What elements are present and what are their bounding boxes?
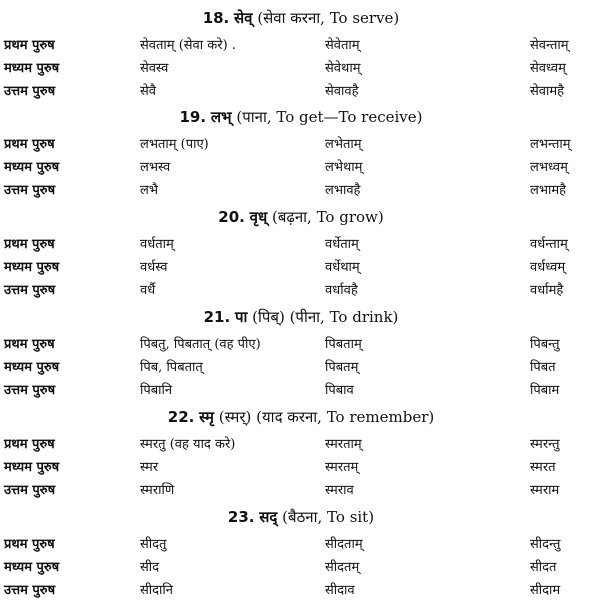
table-row	[0, 180, 602, 202]
verb-meaning: (सेवा करना, To serve)	[257, 9, 400, 27]
dual-form: लभावहै	[325, 183, 361, 198]
verb-heading	[0, 8, 602, 28]
dual-form: पिबाव	[325, 383, 354, 398]
table-row	[0, 457, 602, 479]
person-label: मध्यम पुरुष	[4, 360, 60, 375]
dual-form: स्मराव	[325, 483, 354, 498]
table-row	[0, 35, 602, 57]
table-row	[0, 434, 602, 456]
person-label: मध्यम पुरुष	[4, 160, 60, 175]
plural-form: पिबाम	[530, 383, 560, 398]
dual-form: वर्धेथाम्	[325, 260, 360, 275]
verb-section-19	[0, 101, 602, 198]
dual-form: सीदताम्	[325, 537, 363, 552]
person-label: प्रथम पुरुष	[4, 237, 55, 252]
verb-number: 23.	[227, 508, 255, 526]
verb-meaning: (बढ़ना, To grow)	[271, 208, 384, 226]
person-label: प्रथम पुरुष	[4, 537, 55, 552]
verb-root: स्मृ	[199, 408, 214, 426]
table-row	[0, 257, 602, 279]
table-row	[0, 157, 602, 179]
singular-form: पिब, पिबतात्	[140, 360, 203, 375]
verb-heading	[0, 207, 602, 227]
table-row	[0, 534, 602, 556]
singular-form: सीद	[140, 560, 160, 575]
dual-form: स्मरताम्	[325, 437, 362, 452]
table-row	[0, 357, 602, 379]
table-row	[0, 58, 602, 80]
plural-form: पिबन्तु	[530, 337, 560, 352]
singular-form: सेवस्व	[140, 61, 169, 76]
plural-form: वर्धामहै	[530, 283, 564, 298]
verb-section-20	[0, 201, 602, 298]
person-label: मध्यम पुरुष	[4, 460, 60, 475]
table-row	[0, 234, 602, 256]
dual-form: सेवावहै	[325, 84, 359, 99]
dual-form: पिबतम्	[325, 360, 359, 375]
verb-number: 19.	[179, 108, 207, 126]
verb-heading	[0, 507, 602, 527]
table-row	[0, 557, 602, 579]
singular-form: सीदतु	[140, 537, 167, 552]
singular-form: लभै	[140, 183, 158, 198]
verb-number: 22.	[167, 408, 195, 426]
verb-number: 21.	[203, 308, 231, 326]
person-label: प्रथम पुरुष	[4, 337, 55, 352]
verb-number: 18.	[202, 9, 230, 27]
singular-form: वर्धै	[140, 283, 156, 298]
plural-form: लभामहै	[530, 183, 566, 198]
dual-form: लभेथाम्	[325, 160, 363, 175]
table-row	[0, 380, 602, 402]
plural-form: स्मरन्तु	[530, 437, 560, 452]
table-row	[0, 134, 602, 156]
verb-section-23	[0, 501, 602, 598]
plural-form: सीदत	[530, 560, 557, 575]
dual-form: सेवेथाम्	[325, 61, 361, 76]
verb-section-21	[0, 301, 602, 398]
singular-form: लभताम् (पाए)	[140, 137, 209, 152]
plural-form: पिबत	[530, 360, 556, 375]
dual-form: लभेताम्	[325, 137, 362, 152]
singular-form: सीदानि	[140, 583, 174, 598]
dual-form: सीदतम्	[325, 560, 360, 575]
singular-form: सेवताम् (सेवा करे) .	[140, 38, 236, 53]
plural-form: लभध्वम्	[530, 160, 568, 175]
verb-meaning: (पाना, To get—To receive)	[236, 108, 423, 126]
verb-heading	[0, 307, 602, 327]
person-label: उत्तम पुरुष	[4, 183, 56, 198]
verb-root: सद्	[259, 508, 278, 526]
table-row	[0, 280, 602, 302]
table-row	[0, 580, 602, 602]
dual-form: वर्धावहै	[325, 283, 358, 298]
plural-form: लभन्ताम्	[530, 137, 571, 152]
singular-form: स्मरतु (वह याद करे)	[140, 437, 236, 452]
table-row	[0, 81, 602, 103]
person-label: उत्तम पुरुष	[4, 84, 56, 99]
plural-form: सीदाम	[530, 583, 561, 598]
person-label: प्रथम पुरुष	[4, 137, 55, 152]
table-row	[0, 334, 602, 356]
person-label: मध्यम पुरुष	[4, 61, 60, 76]
table-row	[0, 480, 602, 502]
singular-form: स्मराणि	[140, 483, 175, 498]
verb-section-22	[0, 401, 602, 498]
verb-root: वृध्	[249, 208, 268, 226]
verb-section-18	[0, 2, 602, 99]
person-label: उत्तम पुरुष	[4, 583, 56, 598]
singular-form: लभस्व	[140, 160, 171, 175]
verb-meaning: (पिब्) (पीना, To drink)	[252, 308, 399, 326]
plural-form: सेवन्ताम्	[530, 38, 569, 53]
verb-number: 20.	[218, 208, 245, 226]
person-label: मध्यम पुरुष	[4, 260, 60, 275]
plural-form: वर्धन्ताम्	[530, 237, 568, 252]
dual-form: सेवेताम्	[325, 38, 360, 53]
dual-form: पिबताम्	[325, 337, 362, 352]
plural-form: स्मरत	[530, 460, 556, 475]
dual-form: सीदाव	[325, 583, 355, 598]
singular-form: पिबानि	[140, 383, 173, 398]
verb-root: सेव्	[234, 9, 253, 27]
plural-form: सेवामहै	[530, 84, 565, 99]
verb-heading	[0, 407, 602, 427]
plural-form: वर्धध्वम्	[530, 260, 566, 275]
verb-meaning: (स्मर्) (याद करना, To remember)	[218, 408, 435, 426]
verb-root: लभ्	[210, 108, 232, 126]
singular-form: स्मर	[140, 460, 159, 475]
singular-form: सेवै	[140, 84, 157, 99]
person-label: प्रथम पुरुष	[4, 38, 55, 53]
plural-form: सेवध्वम्	[530, 61, 566, 76]
dual-form: वर्धेताम्	[325, 237, 359, 252]
person-label: मध्यम पुरुष	[4, 560, 60, 575]
verb-heading	[0, 107, 602, 127]
person-label: प्रथम पुरुष	[4, 437, 55, 452]
person-label: उत्तम पुरुष	[4, 283, 56, 298]
verb-meaning: (बैठना, To sit)	[282, 508, 375, 526]
person-label: उत्तम पुरुष	[4, 483, 56, 498]
singular-form: पिबतु, पिबतात् (वह पीए)	[140, 337, 261, 352]
singular-form: वर्धताम्	[140, 237, 174, 252]
plural-form: स्मराम	[530, 483, 560, 498]
dual-form: स्मरतम्	[325, 460, 359, 475]
person-label: उत्तम पुरुष	[4, 383, 56, 398]
verb-root: पा	[234, 308, 248, 326]
plural-form: सीदन्तु	[530, 537, 561, 552]
singular-form: वर्धस्व	[140, 260, 168, 275]
